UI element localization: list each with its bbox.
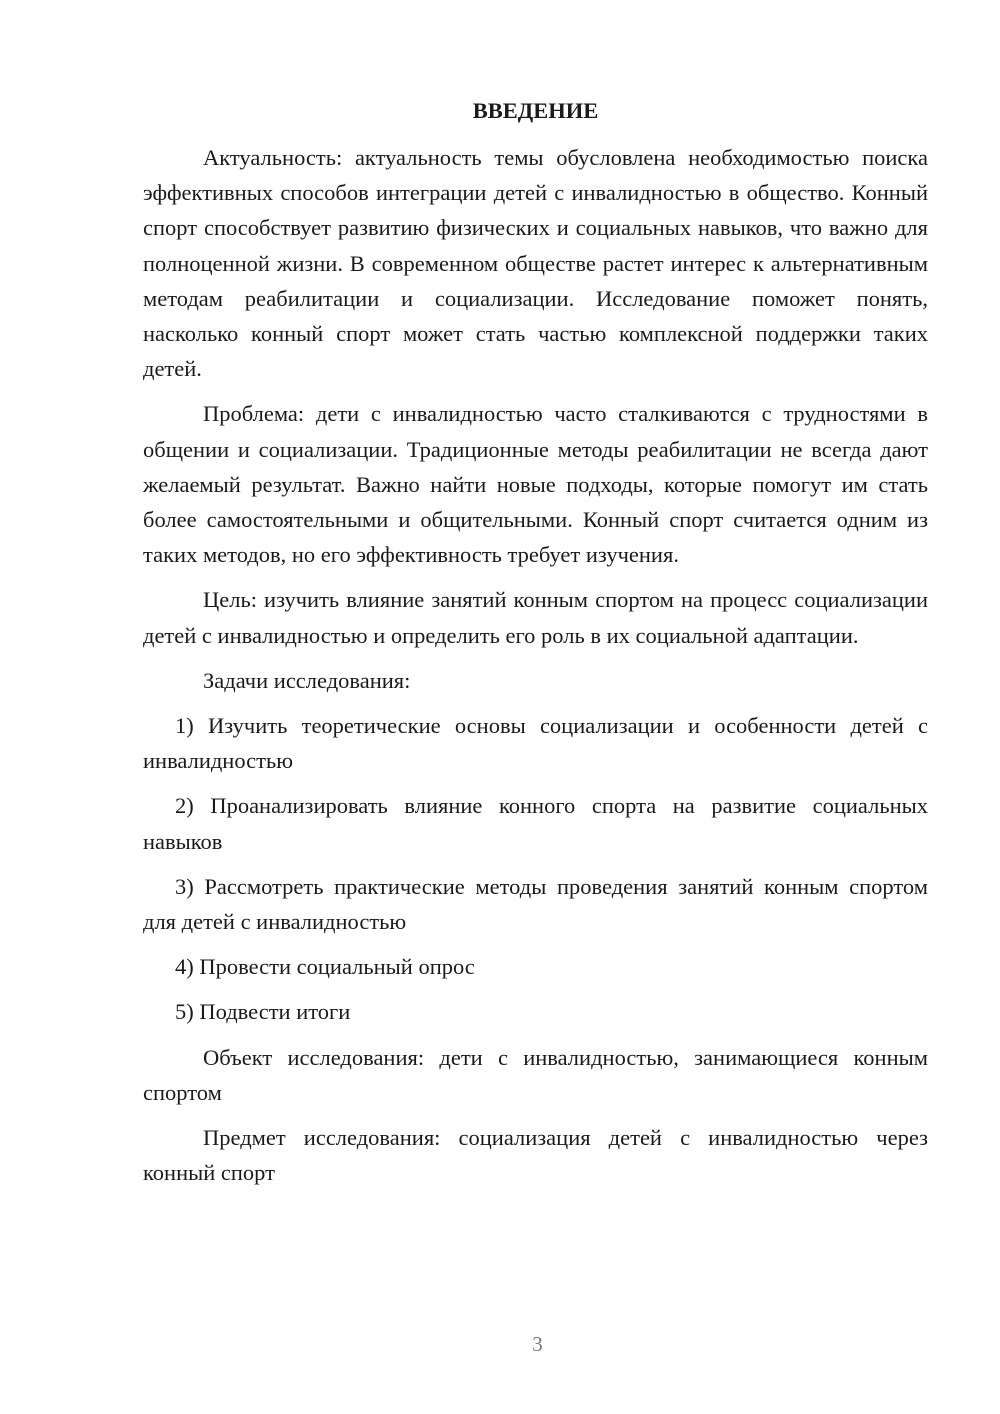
tasks-heading: Задачи исследования: bbox=[203, 667, 411, 693]
subject-paragraph: Предмет исследования: социализация детей с инвалидностью через конный спорт bbox=[143, 1125, 928, 1186]
page-content bbox=[143, 93, 928, 1200]
task-item: 1) Изучить теоретические основы социализации и особенности детей с инвалидностью bbox=[143, 713, 928, 774]
task-item: 5) Подвести итоги bbox=[175, 999, 351, 1025]
task-item: 3) Рассмотреть практические методы проведения занятий конным спортом для детей с инвалидностью bbox=[143, 873, 928, 935]
object-paragraph: Объект исследования: дети с инвалидностью, занимающиеся конным спортом bbox=[143, 1044, 928, 1105]
tasks-list bbox=[143, 708, 928, 1030]
section-heading: ВВЕДЕНИЕ bbox=[472, 98, 599, 123]
relevance-paragraph: Актуальность: актуальность темы обусловлена необходимостью поиска эффективных способов интеграции детей с инвалидностью в общество. Конный спорт способствует развитию физических и социальных навыков, что важно для полноценной жизни. В современном обществе растет интерес к альтернативным методам реабилитации и социализации. Исследование поможет понять, насколько конный спорт может стать частью комплексной поддержки таких детей. bbox=[143, 145, 928, 382]
problem-paragraph: Проблема: дети с инвалидностью часто сталкиваются с трудностями в общении и социализации. Традиционные методы реабилитации не всегда дают желаемый результат. Важно найти новые подходы, которые помогут им стать более самостоятельными и общительными. Конный спорт считается одним из таких методов, но его эффективность требует изучения. bbox=[143, 401, 928, 568]
goal-paragraph: Цель: изучить влияние занятий конным спортом на процесс социализации детей с инвалидностью и определить его роль в их социальной адаптации. bbox=[143, 587, 928, 648]
task-item: 2) Проанализировать влияние конного спорта на развитие социальных навыков bbox=[143, 793, 928, 854]
task-item: 4) Провести социальный опрос bbox=[175, 954, 475, 980]
page-number: 3 bbox=[532, 1332, 543, 1356]
